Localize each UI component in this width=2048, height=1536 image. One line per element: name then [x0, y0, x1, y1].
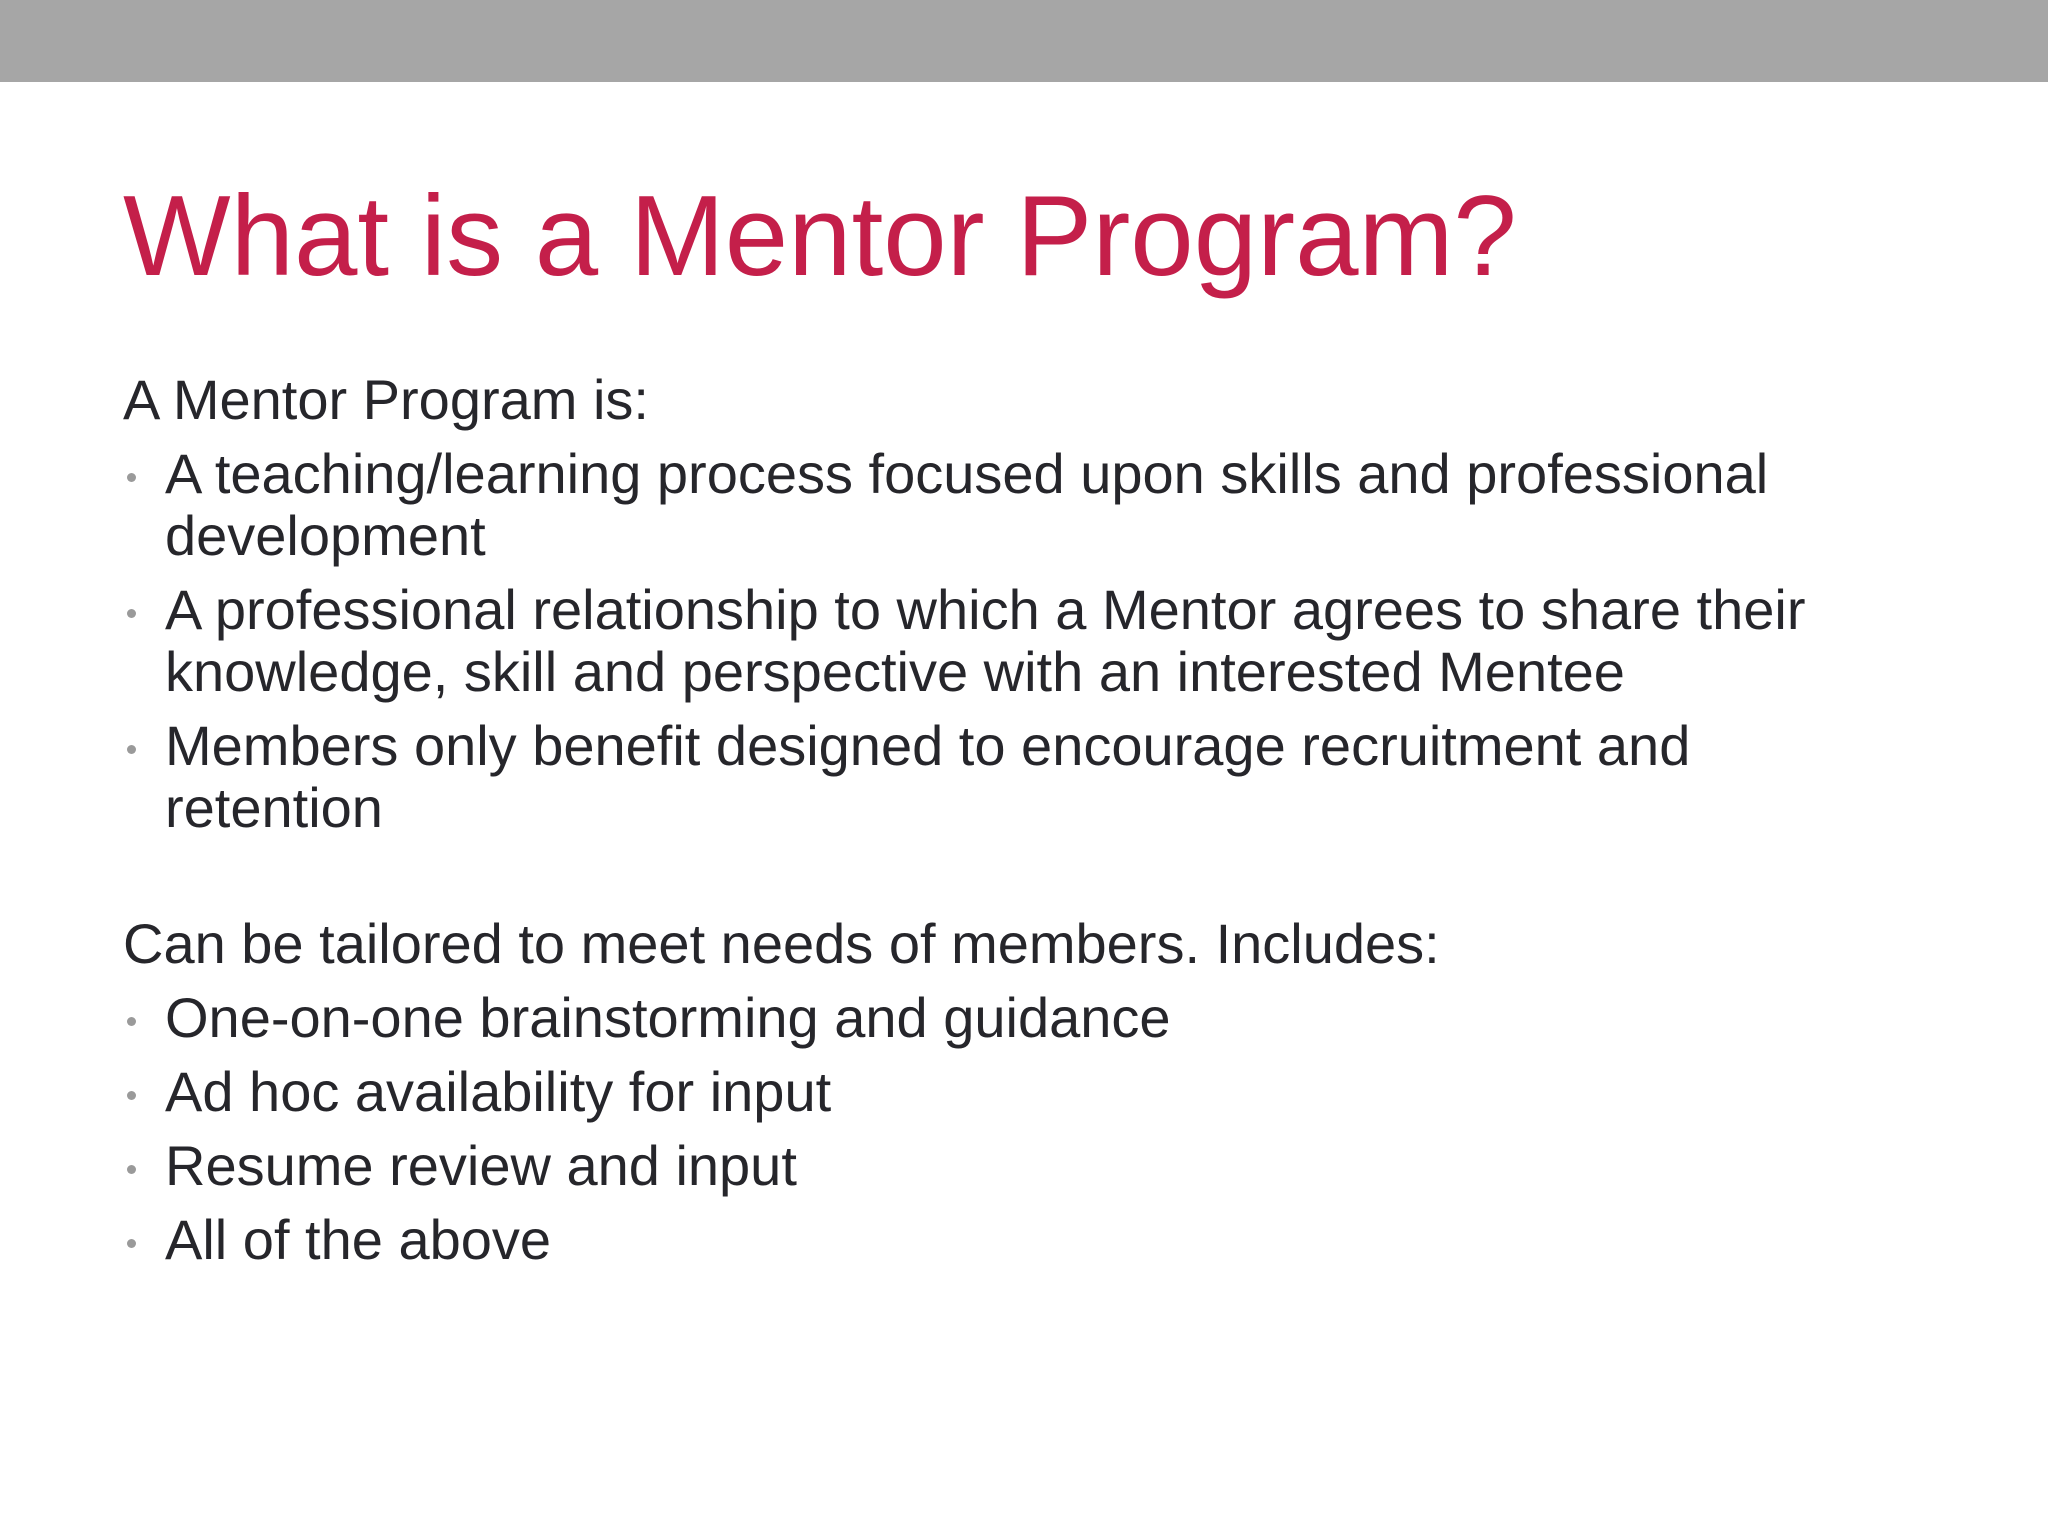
list-item: [123, 1135, 1923, 1197]
list-item-text: All of the above: [165, 1208, 552, 1271]
list-item: [123, 987, 1923, 1049]
bullet-icon: [127, 1091, 136, 1100]
list-item-text: One-on-one brainstorming and guidance: [165, 986, 1171, 1049]
list-item: [123, 1061, 1923, 1123]
list-item: [123, 579, 1923, 703]
list-item-text: Ad hoc availability for input: [165, 1060, 832, 1123]
slide-title: What is a Mentor Program?: [123, 173, 1517, 300]
bullet-icon: [127, 1165, 136, 1174]
bullet-icon: [127, 609, 136, 618]
list-item: [123, 443, 1923, 567]
list-item: [123, 715, 1923, 839]
list-item-text: A professional relationship to which a Mentor agrees to share their knowledge, skill and perspective with an interested Mentee: [165, 578, 1806, 703]
bullet-icon: [127, 1239, 136, 1248]
list-item-text: A teaching/learning process focused upon skills and professional development: [165, 442, 1769, 567]
list-item-text: Members only benefit designed to encourage recruitment and retention: [165, 714, 1691, 839]
list-item-text: Resume review and input: [165, 1134, 797, 1197]
section-spacer: [123, 839, 1923, 912]
section-intro-includes: Can be tailored to meet needs of members. Includes:: [123, 912, 1440, 975]
section-intro-definition: A Mentor Program is:: [123, 368, 649, 431]
slide-body: [123, 368, 1923, 1271]
bullet-icon: [127, 1017, 136, 1026]
list-item: [123, 1209, 1923, 1271]
definition-bullet-list: [123, 443, 1923, 839]
bullet-icon: [127, 473, 136, 482]
bullet-icon: [127, 745, 136, 754]
includes-bullet-list: [123, 987, 1923, 1271]
slide-header-bar: [0, 0, 2048, 82]
